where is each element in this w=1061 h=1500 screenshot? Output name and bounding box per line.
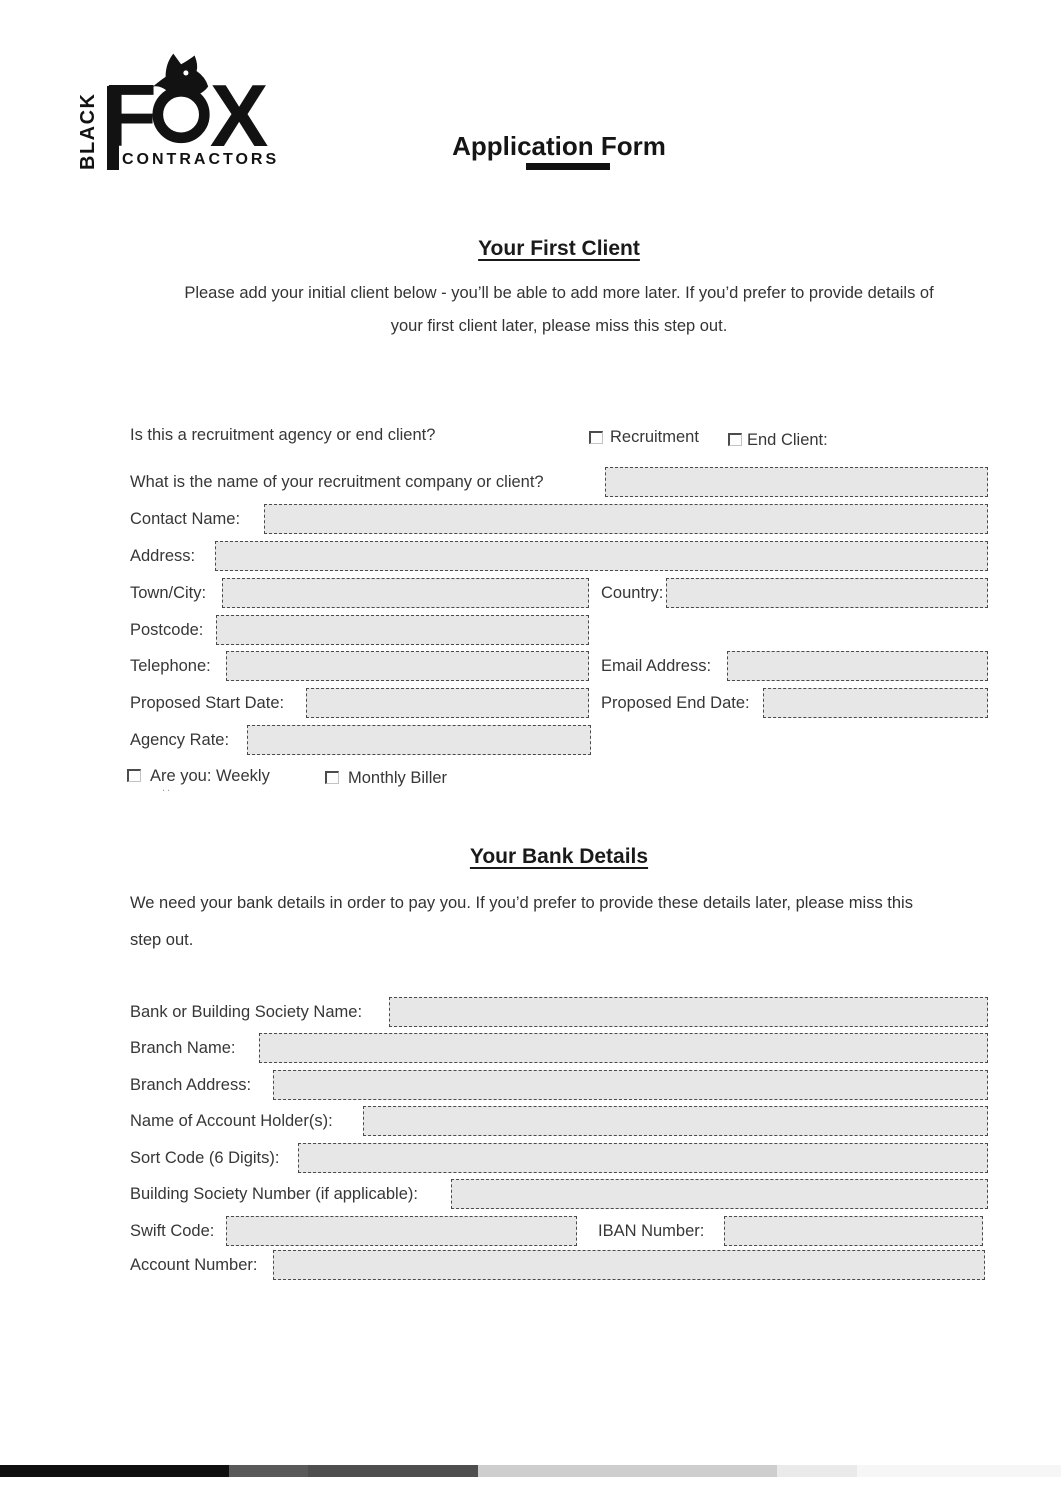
recruitment-checkbox-label: Recruitment xyxy=(610,428,699,446)
iban-number-input[interactable] xyxy=(724,1216,983,1246)
start-date-input[interactable] xyxy=(306,688,589,718)
client-type-question: Is this a recruitment agency or end client? xyxy=(130,426,436,444)
bank-name-input[interactable] xyxy=(389,997,988,1027)
agency-rate-label: Agency Rate: xyxy=(130,731,230,749)
first-client-intro-line1: Please add your initial client below - you’ll be able to add more later. If you’d prefer to provide details of xyxy=(184,284,934,302)
branch-address-input[interactable] xyxy=(273,1070,988,1100)
logo-subtitle: CONTRACTORS xyxy=(122,151,280,168)
weekly-biller-checkbox-label: Are you: Weekly xyxy=(150,767,270,785)
account-holder-label: Name of Account Holder(s): xyxy=(130,1112,333,1130)
contact-name-label: Contact Name: xyxy=(130,510,241,528)
sort-code-input[interactable] xyxy=(298,1143,988,1173)
telephone-input[interactable] xyxy=(226,651,589,681)
email-address-label: Email Address: xyxy=(601,657,712,675)
town-city-label: Town/City: xyxy=(130,584,207,602)
account-holder-input[interactable] xyxy=(363,1106,988,1136)
telephone-label: Telephone: xyxy=(130,657,211,675)
agency-rate-input[interactable] xyxy=(247,725,591,755)
page-title: Application Form xyxy=(452,131,666,161)
end-date-label: Proposed End Date: xyxy=(601,694,750,712)
town-city-input[interactable] xyxy=(222,578,589,608)
iban-number-label: IBAN Number: xyxy=(598,1222,705,1240)
logo-vertical-text: BLACK xyxy=(77,92,99,170)
contact-name-input[interactable] xyxy=(264,504,988,534)
logo-letter-x: X xyxy=(209,66,266,165)
account-number-input[interactable] xyxy=(273,1250,985,1280)
end-date-input[interactable] xyxy=(763,688,988,718)
account-number-label: Account Number: xyxy=(130,1256,258,1274)
progress-strip-segment xyxy=(308,1465,478,1477)
weekly-biller-checkbox[interactable] xyxy=(127,769,141,782)
start-date-label: Proposed Start Date: xyxy=(130,694,285,712)
bank-details-heading: Your Bank Details xyxy=(469,845,649,868)
building-society-number-label: Building Society Number (if applicable): xyxy=(130,1185,418,1203)
logo-letter-f: F xyxy=(103,66,154,165)
branch-address-label: Branch Address: xyxy=(130,1076,252,1094)
progress-strip-segment xyxy=(857,1465,1061,1477)
title-underline xyxy=(526,163,610,170)
end-client-checkbox-label: End Client: xyxy=(747,431,828,449)
bank-details-intro-line2: step out. xyxy=(130,931,194,949)
progress-strip xyxy=(0,1465,1061,1477)
company-name-input[interactable] xyxy=(605,467,988,497)
first-client-heading: Your First Client xyxy=(478,237,640,260)
bank-details-intro-line1: We need your bank details in order to pay you. If you’d prefer to provide these details later, please miss this xyxy=(130,894,913,912)
bank-name-label: Bank or Building Society Name: xyxy=(130,1003,363,1021)
progress-strip-segment xyxy=(478,1465,777,1477)
monthly-biller-checkbox-label: Monthly Biller xyxy=(348,769,448,787)
address-input[interactable] xyxy=(215,541,988,571)
company-name-label: What is the name of your recruitment company or client? xyxy=(130,473,544,491)
first-client-intro-line2: your first client later, please miss this step out. xyxy=(390,317,728,335)
progress-strip-segment xyxy=(0,1465,229,1477)
progress-strip-segment xyxy=(777,1465,857,1477)
sort-code-label: Sort Code (6 Digits): xyxy=(130,1149,280,1167)
country-input[interactable] xyxy=(666,578,988,608)
swift-code-input[interactable] xyxy=(226,1216,577,1246)
address-label: Address: xyxy=(130,547,196,565)
swift-code-label: Swift Code: xyxy=(130,1222,215,1240)
country-label: Country: xyxy=(601,584,664,602)
branch-name-label: Branch Name: xyxy=(130,1039,236,1057)
postcode-input[interactable] xyxy=(216,615,589,645)
branch-name-input[interactable] xyxy=(259,1033,988,1063)
building-society-number-input[interactable] xyxy=(451,1179,988,1209)
cropped-text-artifact: .. xyxy=(162,782,173,794)
end-client-checkbox[interactable] xyxy=(728,433,742,446)
progress-strip-segment xyxy=(229,1465,308,1477)
email-address-input[interactable] xyxy=(727,651,988,681)
postcode-label: Postcode: xyxy=(130,621,204,639)
recruitment-checkbox[interactable] xyxy=(589,431,603,444)
monthly-biller-checkbox[interactable] xyxy=(325,771,339,784)
